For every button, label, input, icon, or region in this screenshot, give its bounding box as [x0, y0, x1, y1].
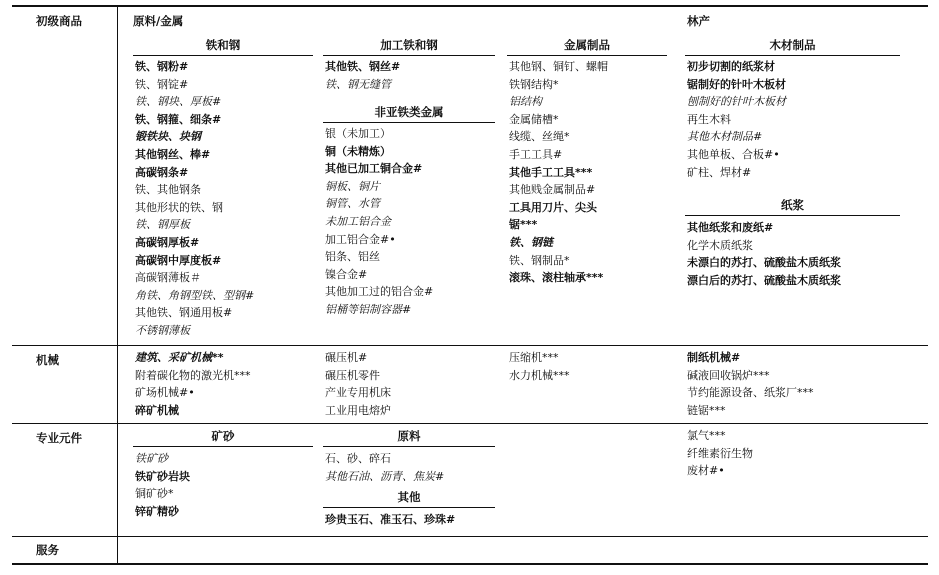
list-item: 碱液回收锅炉***	[687, 368, 770, 382]
list-item: 铁、钢块、厚板#	[135, 95, 222, 109]
subheader-wood: 木材制品	[769, 38, 816, 52]
list-item: 铜板、铜片	[325, 179, 380, 193]
list-item: 链锯***	[687, 403, 726, 417]
list-components-4	[687, 427, 753, 480]
row-divider-components	[12, 423, 928, 424]
underline-iron-steel	[133, 55, 313, 56]
list-item: 高碳钢薄板＃	[135, 271, 201, 285]
list-item: 产业专用机床	[325, 386, 391, 400]
list-nonferrous	[325, 125, 433, 319]
list-item: 铝桶等铝制容器#	[325, 302, 412, 316]
subheader-raw: 原料	[397, 429, 421, 443]
list-item: 矿柱、焊材#	[687, 165, 752, 179]
list-item: 其他贱金属制品#	[509, 183, 596, 197]
list-item: 锌矿精砂	[135, 504, 179, 518]
list-item: 铁、钢无缝管	[325, 77, 391, 91]
list-machinery-1	[135, 349, 251, 419]
list-item: 角铁、角钢型铁、型钢#	[135, 288, 255, 302]
table-top-border	[12, 5, 928, 7]
list-item: 铁、钢粉#	[135, 60, 189, 73]
list-item: 碎矿机械	[135, 403, 179, 417]
list-item: 铁矿砂	[135, 452, 168, 465]
list-item: 碾压机零件	[325, 368, 380, 382]
list-item: 铝条、铝丝	[325, 250, 380, 264]
list-item: 铝结构	[509, 95, 542, 109]
list-item: 铁、钢链	[509, 235, 553, 249]
subheader-nonferrous: 非亚铁类金属	[374, 105, 444, 119]
header-forestry: 林产	[687, 14, 710, 28]
list-item: 其他木材制品#	[687, 130, 763, 144]
category-machinery: 机械	[36, 353, 59, 367]
list-item: 节约能源设备、纸浆厂***	[687, 386, 814, 400]
list-item: 矿场机械#•	[135, 386, 195, 400]
list-item: 其他纸浆和废纸#	[687, 221, 774, 234]
list-item: 其他形状的铁、钢	[135, 200, 223, 214]
list-item: 其他手工工具***	[509, 165, 593, 179]
list-item: 手工工具#	[509, 147, 563, 161]
list-item: 铜矿砂*	[135, 487, 174, 501]
list-item: 加工铝合金#•	[325, 232, 396, 246]
list-item: 其他钢丝、棒#	[135, 147, 211, 161]
list-item: 金属储槽*	[509, 112, 559, 126]
underline-pulp	[685, 215, 900, 216]
list-item: 铜管、水管	[325, 197, 380, 211]
list-item: 不锈钢薄板	[135, 323, 190, 337]
list-iron-steel	[135, 58, 254, 340]
subheader-metal-products: 金属制品	[564, 38, 610, 52]
category-services: 服务	[36, 543, 59, 557]
list-item: 初步切割的纸浆材	[687, 60, 775, 73]
subheader-iron-steel: 铁和钢	[205, 38, 241, 52]
list-item: 制纸机械#	[687, 351, 741, 364]
list-item: 高碳钢中厚度板#	[135, 253, 222, 267]
list-pulp	[687, 219, 841, 289]
list-item: 工业用电熔炉	[325, 403, 391, 417]
list-item: 氯气***	[687, 429, 726, 442]
list-raw	[325, 450, 444, 485]
list-machinery-4	[687, 349, 814, 419]
list-item: 高碳钢厚板#	[135, 235, 200, 249]
list-item: 其他钢、铜钉、螺帽	[509, 60, 608, 73]
list-item: 铁、其他钢条	[135, 183, 201, 197]
list-item: 锻铁块、块钢	[135, 130, 201, 144]
list-item: 水力机械***	[509, 368, 570, 382]
category-column-divider	[117, 5, 118, 565]
row-divider-services	[12, 536, 928, 537]
list-item: 刨制好的针叶木板材	[687, 95, 786, 109]
underline-raw	[323, 446, 495, 447]
header-raw-metals: 原料/金属	[133, 14, 184, 28]
subheader-pulp: 纸浆	[781, 198, 804, 212]
list-item: 其他铁、钢通用板#	[135, 306, 233, 320]
list-item: 铜（未精炼）	[325, 144, 391, 158]
list-item: 锯制好的针叶木板材	[687, 77, 786, 91]
underline-ore	[133, 446, 313, 447]
list-item: 铁、钢箍、细条#	[135, 112, 222, 126]
list-wood	[687, 58, 786, 181]
list-item: 石、砂、碎石	[325, 452, 391, 465]
underline-wood	[685, 55, 900, 56]
list-item: 锯***	[509, 218, 538, 232]
list-item: 其他加工过的铝合金#	[325, 285, 434, 299]
list-item: 漂白后的苏打、硫酸盐木质纸浆	[687, 273, 841, 287]
category-components: 专业元件	[36, 431, 82, 445]
list-item: 其他已加工铜合金#	[325, 162, 423, 176]
list-metal-products	[509, 58, 608, 287]
list-item: 高碳钢条#	[135, 165, 189, 179]
subheader-other: 其他	[397, 490, 421, 504]
list-item: 纤维素衍生物	[687, 446, 753, 460]
list-item: 滚珠、滚柱轴承***	[509, 271, 604, 285]
list-item: 废材#•	[687, 464, 725, 478]
list-item: 铁钢结构*	[509, 77, 559, 91]
subheader-processed: 加工铁和钢	[380, 38, 438, 52]
list-item: 铁、钢锭#	[135, 77, 189, 91]
subheader-ore: 矿砂	[211, 429, 235, 443]
list-item: 碾压机#	[325, 351, 368, 364]
category-primary: 初级商品	[36, 14, 82, 28]
list-item: 银（未加工）	[325, 127, 391, 140]
list-other	[325, 511, 455, 529]
list-item: 其他单板、合板#•	[687, 147, 780, 161]
list-machinery-3	[509, 349, 570, 384]
underline-nonferrous	[323, 122, 495, 123]
list-item: 再生木料	[687, 112, 731, 126]
underline-other	[323, 507, 495, 508]
list-item: 工具用刀片、尖头	[509, 200, 597, 214]
list-ore	[135, 450, 190, 520]
list-item: 化学木质纸浆	[687, 238, 753, 252]
list-item: 珍贵玉石、准玉石、珍珠#	[325, 513, 456, 526]
list-item: 铁矿砂岩块	[135, 469, 190, 483]
list-item: 线缆、丝绳*	[509, 130, 570, 144]
list-item: 其他铁、钢丝#	[325, 60, 401, 73]
underline-processed	[323, 55, 495, 56]
list-item: 未漂白的苏打、硫酸盐木质纸浆	[687, 256, 841, 270]
list-item: 压缩机***	[509, 351, 559, 364]
row-divider-machinery	[12, 345, 928, 346]
list-item: 镍合金#	[325, 267, 368, 281]
list-machinery-2	[325, 349, 391, 419]
list-item: 铁、钢厚板	[135, 218, 190, 232]
list-item: 建筑、采矿机械**	[135, 351, 224, 364]
list-item: 铁、钢制品*	[509, 253, 570, 267]
list-item: 附着碳化物的激光机***	[135, 368, 251, 382]
table-bottom-border	[12, 563, 928, 565]
underline-metal-products	[507, 55, 667, 56]
list-item: 其他石油、沥青、焦炭#	[325, 469, 445, 483]
list-item: 未加工铝合金	[325, 214, 391, 228]
list-processed	[325, 58, 400, 93]
